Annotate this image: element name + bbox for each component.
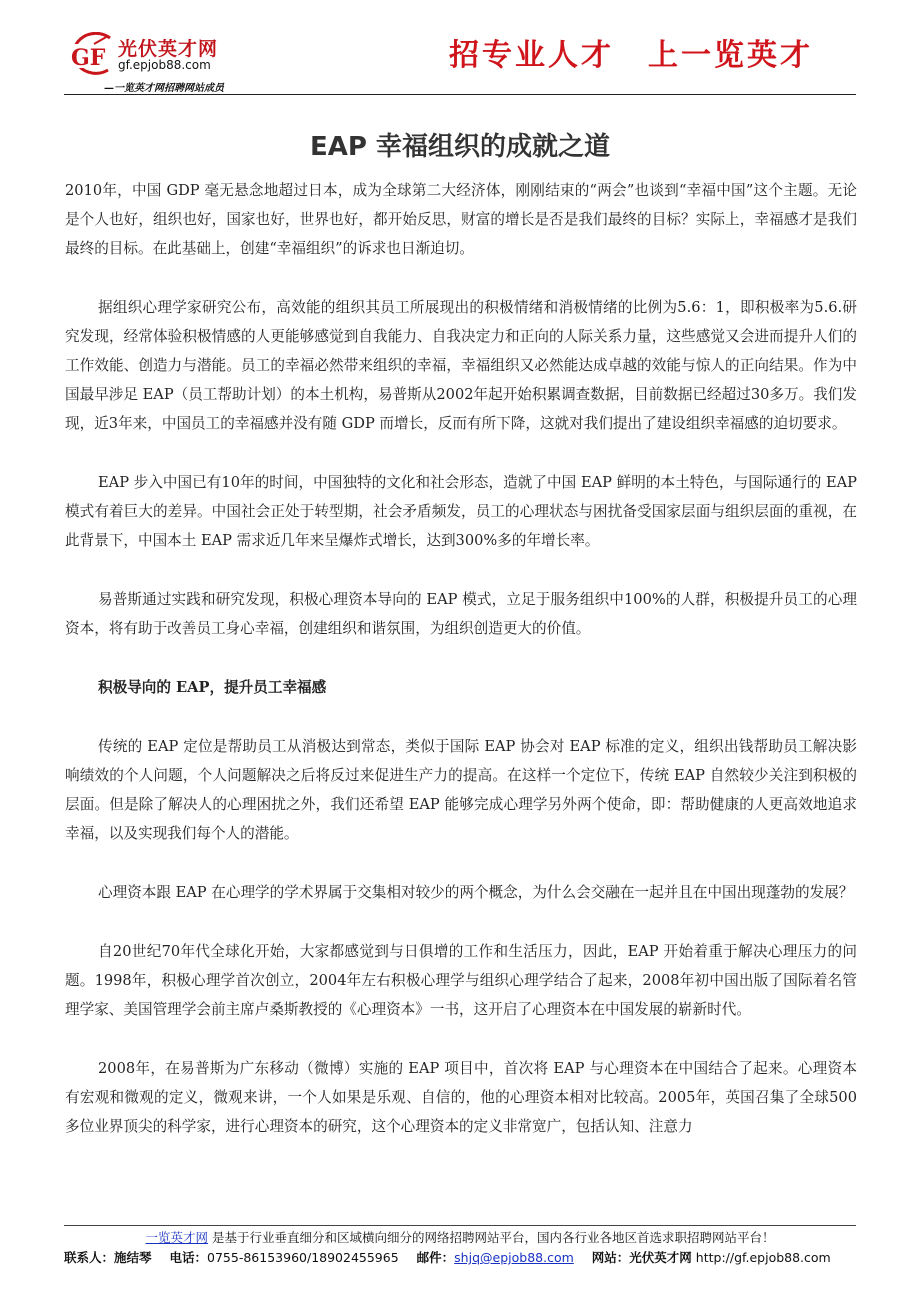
paragraph: 易普斯通过实践和研究发现，积极心理资本导向的 EAP 模式，立足于服务组织中100%的人群，积极提升员工的心理资本，将有助于改善员工身心幸福，创建组织和谐氛围，为组织创造更大的价值。 [65,591,857,637]
email-link[interactable]: shjq@epjob88.com [454,1250,574,1265]
website-url[interactable]: http://gf.epjob88.com [695,1250,831,1265]
document-title: EAP 幸福组织的成就之道 [310,132,610,162]
contact-label: 联系人： [64,1250,115,1265]
site-link[interactable]: 一览英才网 [145,1230,209,1245]
paragraph: 传统的 EAP 定位是帮助员工从消极达到常态，类似于国际 EAP 协会对 EAP 标准的定义，组织出钱帮助员工解决影响绩效的个人问题，个人问题解决之后将反过来促进生产力的提高。在这样一个定位下，传统 EAP 自然较少关注到积极的层面。但是除了解决人的心理困扰之外，我们还希望 EAP 能够完成心理学另外两个使命，即：帮助健康的人更高效地追求幸福，以及实现我们每个人的潜能。 [65,738,857,842]
phone-number: 0755-86153960/18902455965 [207,1250,399,1265]
footer-divider [64,1225,856,1226]
slogan-part-2: 上一览英才 [648,38,813,73]
website-name: 光伏英才网 [629,1250,692,1265]
email-label: 邮件： [416,1250,455,1265]
header-divider [64,94,856,95]
section-heading: 积极导向的 EAP，提升员工幸福感 [98,679,327,696]
logo-subtitle: —一览英才网招聘网站成员 [104,83,224,94]
website-label: 网站： [591,1250,630,1265]
paragraph: EAP 步入中国已有10年的时间，中国独特的文化和社会形态，造就了中国 EAP 鲜明的本土特色，与国际通行的 EAP 模式有着巨大的差异。中国社会正处于转型期，社会矛盾频发，员工的心理状态与困扰备受国家层面与组织层面的重视，在此背景下，中国本土 EAP 需求近几年来呈爆炸式增长，达到300%多的年增长率。 [65,474,857,549]
paragraph: 自20世纪70年代全球化开始，大家都感觉到与日俱增的工作和生活压力，因此，EAP 开始着重于解决心理压力的问题。1998年，积极心理学首次创立，2004年左右积极心理学与组织心理学结合了起来，2008年初中国出版了国际着名管理学家、美国管理学会前主席卢桑斯教授的《心理资本》一书，这开启了心理资本在中国发展的崭新时代。 [65,943,857,1018]
site-logo[interactable] [64,28,264,92]
paragraph: 2010年，中国 GDP 毫无悬念地超过日本，成为全球第二大经济体，刚刚结束的“两会”也谈到“幸福中国”这个主题。无论是个人也好，组织也好，国家也好，世界也好，都开始反思，财富的增长是否是我们最终的目标？实际上，幸福感才是我们最终的目标。在此基础上，创建“幸福组织”的诉求也日渐迫切。 [65,182,857,257]
footer-contact [64,1248,831,1266]
svg-text:GF: GF [71,45,106,71]
document-body [65,176,857,1171]
phone-label: 电话： [169,1250,208,1265]
header-slogan [449,30,813,74]
paragraph: 据组织心理学家研究公布，高效能的组织其员工所展现出的积极情绪和消极情绪的比例为5.6：1，即积极率为5.6.研究发现，经常体验积极情感的人更能够感觉到自我能力、自我决定力和正向的人际关系力量，这些感觉又会进而提升人们的工作效能、创造力与潜能。员工的幸福必然带来组织的幸福，幸福组织又必然能达成卓越的效能与惊人的正向结果。作为中国最早涉足 EAP（员工帮助计划）的本土机构，易普斯从2002年起开始积累调查数据，目前数据已经超过30多万。我们发现，近3年来，中国员工的幸福感并没有随 GDP 而增长，反而有所下降，这就对我们提出了建设组织幸福感的迫切要求。 [65,299,857,432]
page-header [0,0,920,100]
slogan-part-1: 招专业人才 [449,38,614,73]
site-description: 是基于行业垂直细分和区域横向细分的网络招聘网站平台，国内各行业各地区首选求职招聘网站平台！ [208,1230,775,1245]
contact-name: 施结琴 [114,1250,152,1265]
logo-name: 光伏英才网 [118,38,219,60]
gf-logo-icon [64,32,114,78]
paragraph: 心理资本跟 EAP 在心理学的学术界属于交集相对较少的两个概念，为什么会交融在一起并且在中国出现蓬勃的发展？ [98,884,854,901]
paragraph: 2008年，在易普斯为广东移动（微博）实施的 EAP 项目中，首次将 EAP 与心理资本在中国结合了起来。心理资本有宏观和微观的定义，微观来讲，一个人如果是乐观、自信的，他的心理资本相对比较高。2005年，英国召集了全球500多位业界顶尖的科学家，进行心理资本的研究，这个心理资本的定义非常宽广，包括认知、注意力 [65,1060,857,1135]
footer-description [0,1228,920,1246]
logo-domain: gf.epjob88.com [118,58,211,72]
